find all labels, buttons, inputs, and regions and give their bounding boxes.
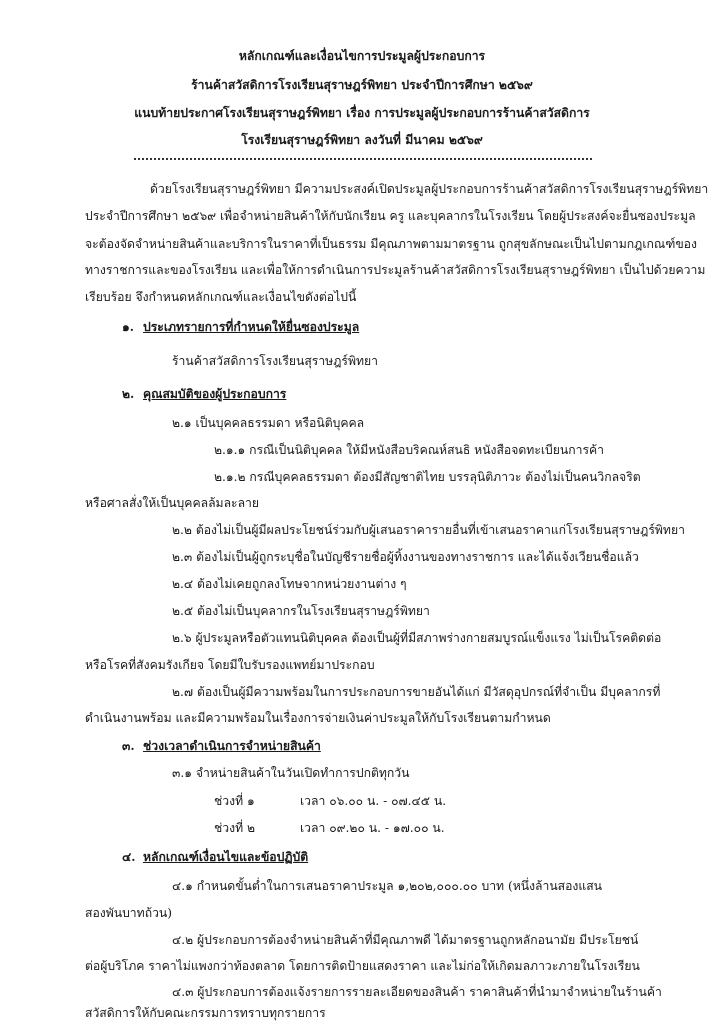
section-4-line-2: สองพันบาทถ้วน)	[85, 906, 172, 920]
section-2-line-4: หรือศาลสั่งให้เป็นบุคคลล้มละลาย	[85, 496, 260, 510]
section-1-body: ร้านค้าสวัสดิการโรงเรียนสุราษฎร์พิทยา	[172, 354, 378, 368]
section-2-line-2: ๒.๑.๑ กรณีเป็นนิติบุคคล ให้มีหนังสือบริคณห์สนธิ หนังสือจดทะเบียนการค้า	[214, 443, 605, 457]
section-2-line-12: ดำเนินงานพร้อม และมีความพร้อมในเรื่องการจ่ายเงินค่าประมูลให้กับโรงเรียนตามกำหนด	[85, 711, 551, 725]
dotted-divider	[134, 158, 592, 160]
section-2-line-1: ๒.๑ เป็นบุคคลธรรมดา หรือนิติบุคคล	[172, 416, 365, 430]
title-line-1: หลักเกณฑ์และเงื่อนไขการประมูลผู้ประกอบการ	[238, 49, 486, 63]
section-2-line-8: ๒.๕ ต้องไม่เป็นบุคลากรในโรงเรียนสุราษฎร์พิทยา	[172, 604, 430, 618]
section-4-number: ๔.	[122, 850, 136, 864]
period-1-time: เวลา ๐๖.๐๐ น. - ๐๗.๔๕ น.	[300, 794, 447, 808]
intro-line-2: ประจำปีการศึกษา ๒๕๖๙ เพื่อจำหน่ายสินค้าให้กับนักเรียน ครู และบุคลากรในโรงเรียน โดยผู้ประสงค์จะยื่นซองประมูล	[85, 209, 696, 223]
section-4-line-1: ๔.๑ กำหนดขั้นต่ำในการเสนอราคาประมูล ๑,๒๐๒,๐๐๐.๐๐ บาท (หนึ่งล้านสองแสน	[172, 879, 602, 893]
title-line-2: ร้านค้าสวัสดิการโรงเรียนสุราษฎร์พิทยา ประจำปีการศึกษา ๒๕๖๙	[191, 78, 533, 92]
section-1-number: ๑.	[122, 320, 134, 334]
section-2-line-6: ๒.๓ ต้องไม่เป็นผู้ถูกระบุชื่อในบัญชีรายชื่อผู้ทิ้งงานของทางราชการ และได้แจ้งเวียนชื่อแล้ว	[172, 550, 639, 564]
section-4-line-5: ๔.๓ ผู้ประกอบการต้องแจ้งรายการรายละเอียดของสินค้า ราคาสินค้าที่นำมาจำหน่ายในร้านค้า	[172, 985, 662, 999]
intro-line-1: ด้วยโรงเรียนสุราษฎร์พิทยา มีความประสงค์เปิดประมูลผู้ประกอบการร้านค้าสวัสดิการโรงเรียนสุราษฎร์พิทยา	[150, 182, 709, 196]
section-2-line-3: ๒.๑.๒ กรณีบุคคลธรรมดา ต้องมีสัญชาติไทย บรรลุนิติภาวะ ต้องไม่เป็นคนวิกลจริต	[214, 470, 641, 484]
section-4-line-3: ๔.๒ ผู้ประกอบการต้องจำหน่ายสินค้าที่มีคุณภาพดี ได้มาตรฐานถูกหลักอนามัย มีประโยชน์	[172, 933, 639, 947]
intro-line-4: ทางราชการและของโรงเรียน และเพื่อให้การดำเนินการประมูลร้านค้าสวัสดิการโรงเรียนสุราษฎร์พิทยา เป็นไปด้วยความ	[85, 263, 706, 277]
section-2-number: ๒.	[122, 387, 135, 401]
section-4-line-6: สวัสดิการให้กับคณะกรรมการทราบทุกรายการ	[85, 1006, 326, 1020]
section-3-line-1: ๓.๑ จำหน่ายสินค้าในวันเปิดทำการปกติทุกวัน	[172, 766, 410, 780]
period-1-label: ช่วงที่ ๑	[214, 794, 255, 808]
section-1-heading: ประเภทรายการที่กำหนดให้ยื่นซองประมูล	[143, 320, 360, 334]
section-2-line-11: ๒.๗ ต้องเป็นผู้มีความพร้อมในการประกอบการขายอันได้แก่ มีวัสดุอุปกรณ์ที่จำเป็น มีบุคลากรที่	[172, 685, 661, 699]
section-2-line-7: ๒.๔ ต้องไม่เคยถูกลงโทษจากหน่วยงานต่าง ๆ	[172, 577, 407, 591]
section-4-line-4: ต่อผู้บริโภค ราคาไม่แพงกว่าท้องตลาด โดยการติดป้ายแสดงราคา และไม่ก่อให้เกิดมลภาวะภายในโรงเรียน	[85, 959, 640, 973]
section-2-line-10: หรือโรคที่สังคมรังเกียจ โดยมีใบรับรองแพทย์มาประกอบ	[85, 658, 375, 672]
section-3-number: ๓.	[122, 739, 135, 753]
period-2-label: ช่วงที่ ๒	[214, 821, 256, 835]
section-2-line-9: ๒.๖ ผู้ประมูลหรือตัวแทนนิติบุคคล ต้องเป็นผู้ที่มีสภาพร่างกายสมบูรณ์แข็งแรง ไม่เป็นโรคติดต่อ	[172, 631, 662, 645]
title-line-4: โรงเรียนสุราษฎร์พิทยา ลงวันที่ มีนาคม ๒๕๖๙	[241, 133, 483, 147]
section-2-heading: คุณสมบัติของผู้ประกอบการ	[143, 387, 287, 401]
intro-line-5: เรียบร้อย จึงกำหนดหลักเกณฑ์และเงื่อนไขดังต่อไปนี้	[85, 290, 357, 304]
intro-line-3: จะต้องจัดจำหน่ายสินค้าและบริการในราคาที่เป็นธรรม มีคุณภาพตามมาตรฐาน ถูกสุขลักษณะเป็นไปตามกฎเกณฑ์ของ	[85, 237, 697, 251]
section-4-heading: หลักเกณฑ์เงื่อนไขและข้อปฏิบัติ	[143, 850, 309, 864]
period-2-time: เวลา ๐๙.๒๐ น. - ๑๗.๐๐ น.	[300, 821, 445, 835]
section-3-heading: ช่วงเวลาดำเนินการจำหน่ายสินค้า	[143, 739, 321, 753]
section-2-line-5: ๒.๒ ต้องไม่เป็นผู้มีผลประโยชน์ร่วมกับผู้เสนอราคารายอื่นที่เข้าเสนอราคาแก่โรงเรียนสุราษฎร์พิทยา	[172, 523, 685, 537]
title-line-3: แนบท้ายประกาศโรงเรียนสุราษฎร์พิทยา เรื่อง การประมูลผู้ประกอบการร้านค้าสวัสดิการ	[134, 106, 590, 120]
